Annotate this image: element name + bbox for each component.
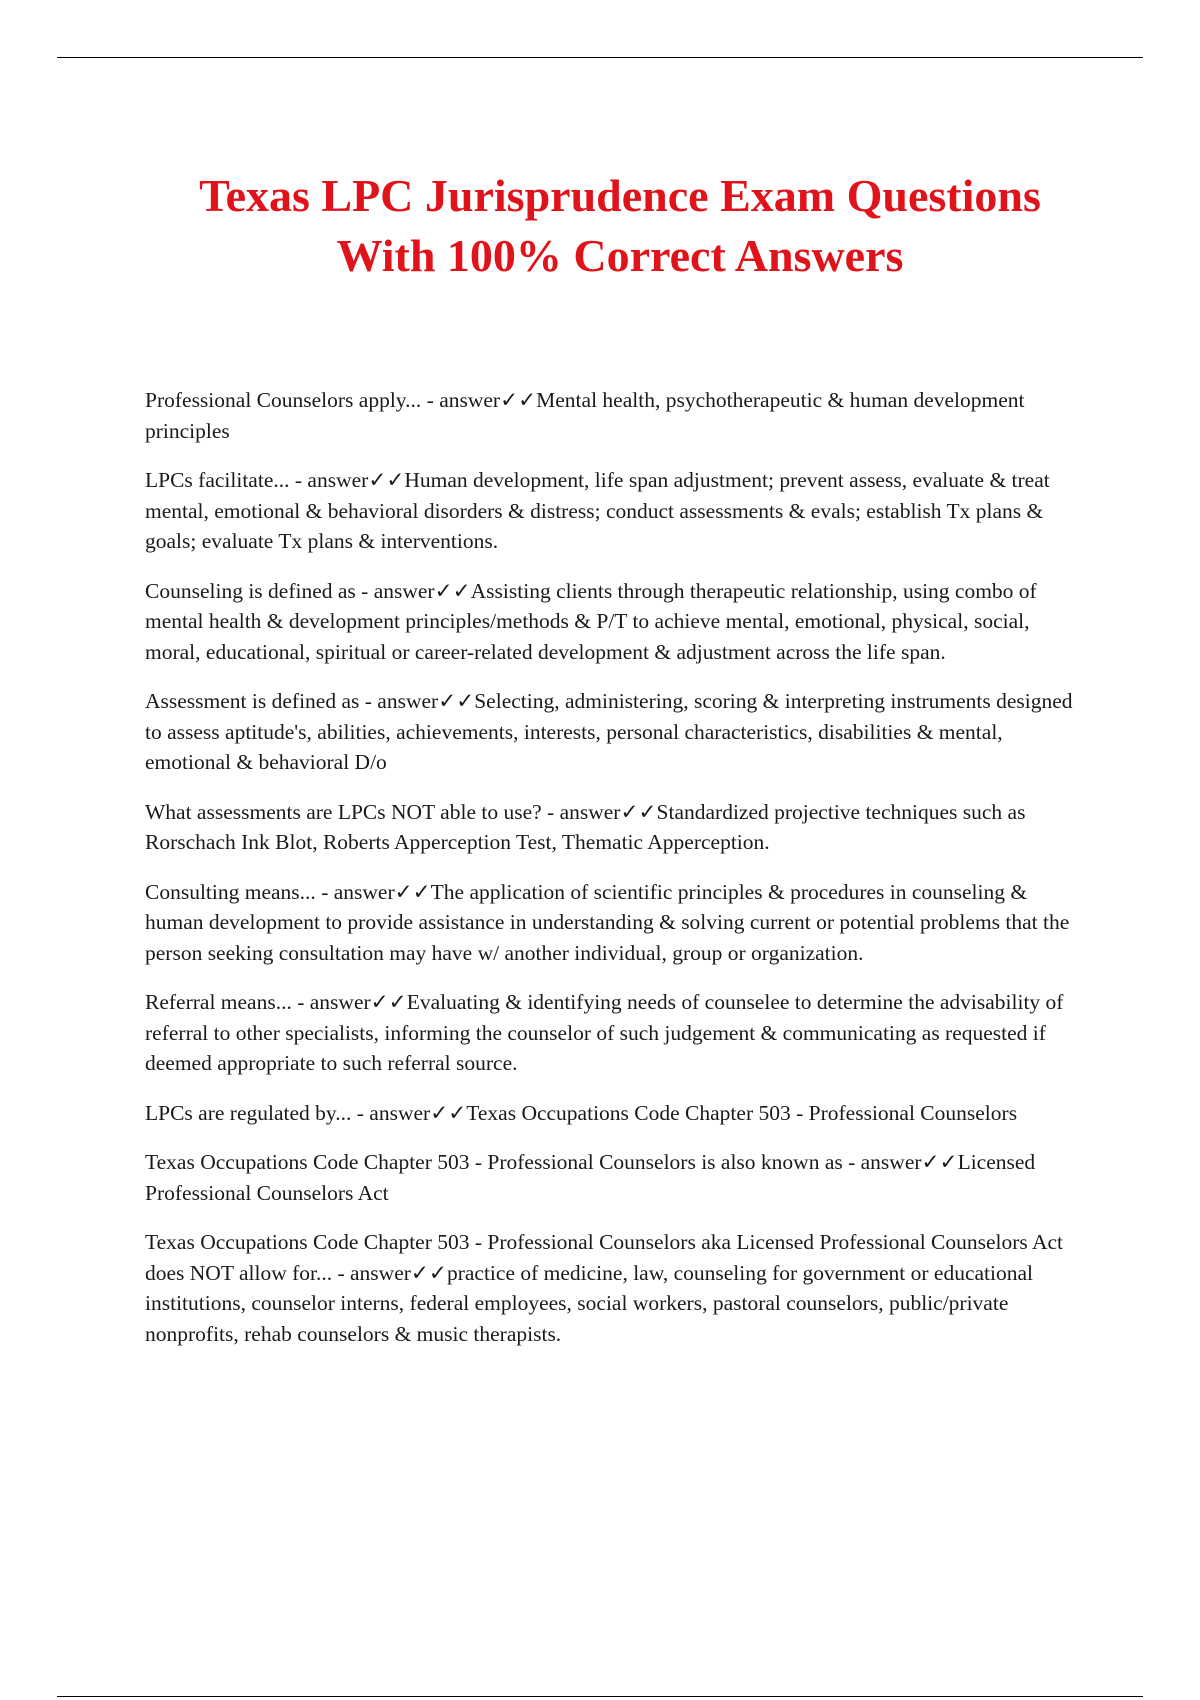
qa-item: [145, 1227, 1090, 1349]
answer-separator: - answer: [289, 468, 369, 492]
question-text: Professional Counselors apply...: [145, 388, 422, 412]
question-text: Texas Occupations Code Chapter 503 - Professional Counselors aka Licensed Professional Counselors Act does NOT allow for...: [145, 1230, 1064, 1285]
double-checkmark-icon: ✓✓: [500, 388, 537, 412]
double-checkmark-icon: ✓✓: [394, 879, 431, 904]
qa-item: [145, 797, 1090, 858]
double-checkmark-icon: ✓✓: [430, 1100, 467, 1125]
question-text: Referral means...: [145, 990, 292, 1014]
question-text: Counseling is defined as: [145, 578, 356, 603]
answer-separator: - answer: [359, 689, 439, 713]
question-text: LPCs facilitate...: [145, 468, 290, 492]
qa-item: [145, 385, 1090, 446]
question-text: Texas Occupations Code Chapter 503 - Professional Counselors is also known as: [145, 1150, 843, 1174]
answer-text: Assisting clients through therapeutic relationship, using combo of mental health & development principles/methods & P/T to achieve mental, emotional, physical, social, moral, educational, spiritual or career-related development & adjustment across the life span.: [145, 578, 1037, 664]
double-checkmark-icon: ✓✓: [438, 689, 475, 713]
answer-text: practice of medicine, law, counseling for government or educational institutions, counselor interns, federal employees, social workers, pastoral counselors, public/private nonprofits, rehab counselors & music therapists.: [145, 1260, 1033, 1346]
qa-item: [145, 686, 1090, 778]
answer-text: Selecting, administering, scoring & interpreting instruments designed to assess aptitude's, abilities, achievements, interests, personal characteristics, disabilities & mental, emotional & behavioral D/o: [145, 689, 1073, 774]
answer-separator: - answer: [355, 578, 435, 603]
qa-item: [145, 1098, 1090, 1129]
answer-separator: - answer: [541, 799, 621, 824]
answer-text: Standardized projective techniques such as Rorschach Ink Blot, Roberts Apperception Test, Thematic Apperception.: [145, 799, 1026, 854]
answer-separator: - answer: [351, 1100, 431, 1125]
qa-item: [145, 877, 1090, 969]
question-text: LPCs are regulated by...: [145, 1100, 352, 1125]
qa-item: [145, 1147, 1090, 1208]
double-checkmark-icon: ✓✓: [620, 799, 657, 824]
answer-separator: - answer: [315, 879, 395, 904]
double-checkmark-icon: ✓✓: [368, 468, 405, 492]
answer-text: Texas Occupations Code Chapter 503 - Professional Counselors: [466, 1100, 1018, 1125]
answer-separator: - answer: [332, 1260, 411, 1285]
double-checkmark-icon: ✓✓: [370, 990, 407, 1014]
double-checkmark-icon: ✓✓: [434, 578, 471, 603]
top-rule: [57, 57, 1143, 58]
question-text: What assessments are LPCs NOT able to use?: [145, 799, 542, 824]
answer-separator: - answer: [421, 388, 501, 412]
title-line-1: Texas LPC Jurisprudence Exam Questions: [199, 170, 1041, 221]
answer-text: The application of scientific principles & procedures in counseling & human development to provide assistance in understanding & solving current or potential problems that the person seeking consultation may have w/ another individual, group or organization.: [145, 879, 1070, 965]
qa-item: [145, 465, 1090, 557]
question-text: Consulting means...: [145, 879, 316, 904]
double-checkmark-icon: ✓✓: [921, 1150, 958, 1174]
page-title: [100, 166, 1140, 286]
answer-separator: - answer: [842, 1150, 922, 1174]
answer-separator: - answer: [291, 990, 371, 1014]
answer-text: Human development, life span adjustment; prevent assess, evaluate & treat mental, emotional & behavioral disorders & distress; conduct assessments & evals; establish Tx plans & goals; evaluate Tx plans & interventions.: [145, 468, 1050, 553]
qa-item: [145, 987, 1090, 1079]
answer-text: Evaluating & identifying needs of counselee to determine the advisability of referral to other specialists, informing the counselor of such judgement & communicating as requested if deemed appropriate to such referral source.: [145, 990, 1064, 1075]
qa-item: [145, 576, 1090, 668]
double-checkmark-icon: ✓✓: [410, 1260, 447, 1285]
title-line-2: With 100% Correct Answers: [336, 230, 904, 281]
answer-text: Mental health, psychotherapeutic & human development principles: [145, 388, 1025, 443]
qa-list: [145, 385, 1090, 1368]
bottom-rule: [57, 1696, 1143, 1697]
answer-text: Licensed Professional Counselors Act: [145, 1150, 1036, 1205]
question-text: Assessment is defined as: [145, 689, 360, 713]
